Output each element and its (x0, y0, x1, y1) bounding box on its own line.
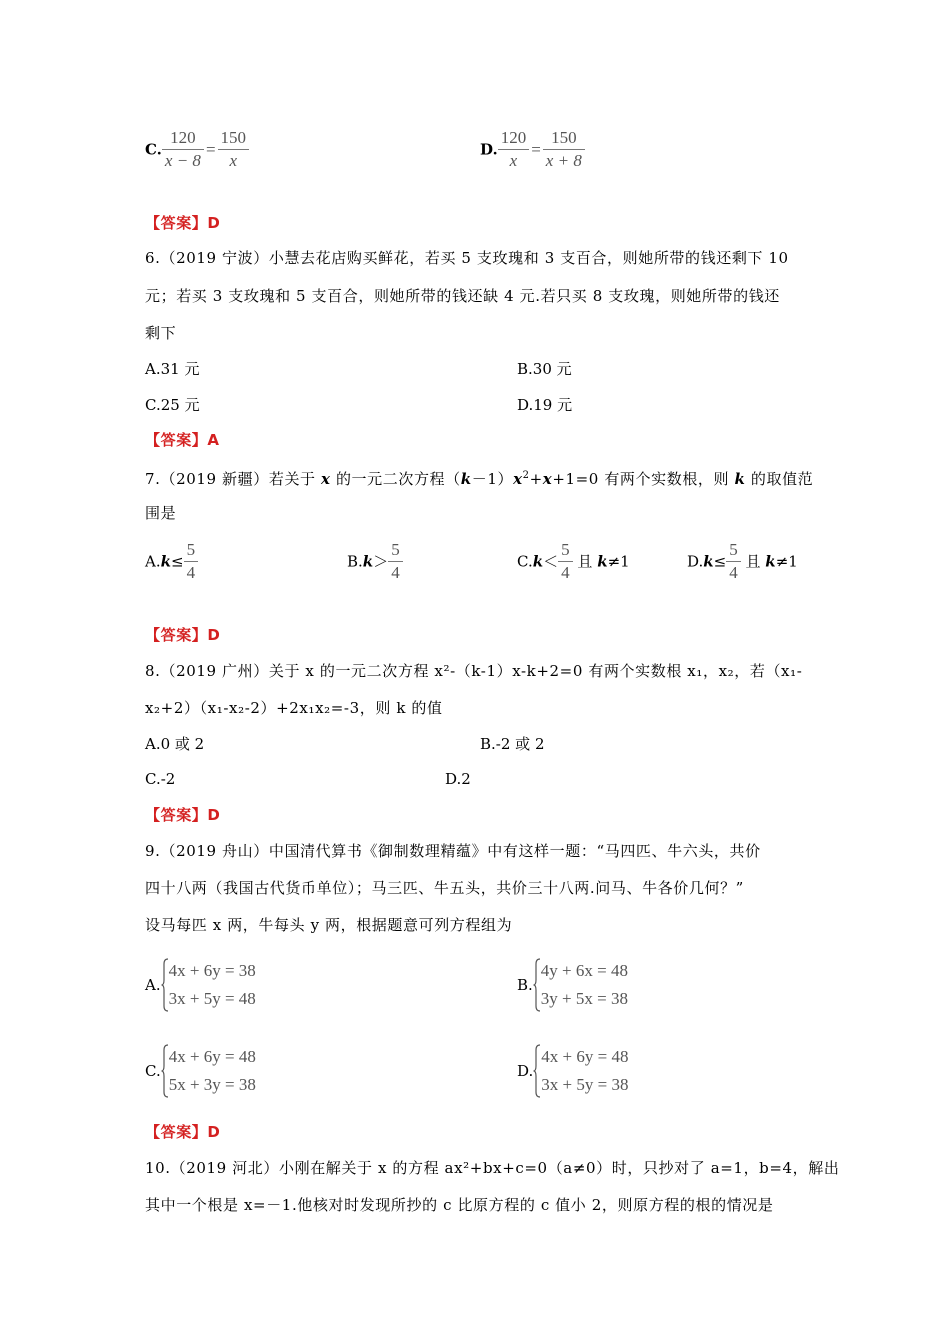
brace-icon (533, 1044, 541, 1098)
q7-text-line: 围是 (145, 504, 177, 522)
q5-answer: 【答案】D (145, 214, 221, 232)
q9-text-line: 四十八两（我国古代货币单位）；马三匹、牛五头，共价三十八两.问马、牛各价几何？” (145, 879, 744, 897)
q8-text-line: x₂+2）（x₁-x₂-2）+2x₁x₂=-3，则 k 的值 (145, 699, 443, 717)
q9-answer: 【答案】D (145, 1123, 221, 1141)
fraction: $\frac{5}{4}$ (184, 540, 199, 583)
q6-text-line: 元；若买 3 支玫瑰和 5 支百合，则她所带的钱还缺 4 元.若只买 8 支玫瑰，则她所带的钱还 (145, 287, 780, 305)
fraction: $\frac{120}{x}$ (498, 128, 530, 171)
equals-sign: = (205, 139, 216, 159)
q6-text-line: 6.（2019 宁波）小慧去花店购买鲜花，若买 5 支玫瑰和 3 支百合，则她所带的钱还剩下 10 (145, 249, 789, 267)
brace-icon (161, 958, 169, 1012)
q6-text-line: 剩下 (145, 324, 177, 342)
q10-text-line: 10.（2019 河北）小刚在解关于 x 的方程 ax²+bx+c=0（a≠0）时，只抄对了 a=1，b=4，解出 (145, 1159, 840, 1177)
q5-option-d (480, 128, 585, 171)
q7-option-c: C.k＜ $\frac{5}{4}$ 且 k≠1 (517, 540, 630, 582)
equation-system: 4x + 6y = 38 3x + 5y = 48 (168, 961, 256, 1008)
fraction: $\frac{150}{x}$ (218, 128, 250, 171)
fraction: $\frac{5}{4}$ (388, 540, 403, 583)
fraction: $\frac{120}{x - 8}$ (162, 128, 204, 171)
q10-text-line: 其中一个根是 x=－1.他核对时发现所抄的 c 比原方程的 c 值小 2，则原方程的根的情况是 (145, 1196, 774, 1214)
q8-option-b: B.-2 或 2 (480, 735, 545, 753)
q8-text-line: 8.（2019 广州）关于 x 的一元二次方程 x²-（k-1）x-k+2=0 有两个实数根 x₁，x₂，若（x₁- (145, 662, 803, 680)
equation-system: 4x + 6y = 48 3x + 5y = 38 (541, 1047, 629, 1094)
q9-option-a: A. 4x + 6y = 38 3x + 5y = 48 (145, 957, 256, 1013)
option-label: C. (145, 140, 162, 159)
q6-option-a: A.31 元 (145, 360, 200, 378)
fraction: $\frac{150}{x + 8}$ (543, 128, 585, 171)
q7-option-a: A.k≤ $\frac{5}{4}$ (145, 540, 198, 583)
equals-sign: = (531, 139, 541, 159)
q8-option-d: D.2 (445, 770, 471, 788)
q7-option-b: B.k＞ $\frac{5}{4}$ (347, 540, 403, 583)
q7-option-d: D.k≤ $\frac{5}{4}$ 且 k≠1 (687, 540, 798, 582)
equation-system: 4x + 6y = 48 5x + 3y = 38 (168, 1047, 256, 1094)
q9-option-c: C. 4x + 6y = 48 5x + 3y = 38 (145, 1043, 256, 1099)
q7-answer: 【答案】D (145, 626, 221, 644)
q9-text-line: 设马每匹 x 两，牛每头 y 两，根据题意可列方程组为 (145, 916, 513, 934)
fraction: $\frac{5}{4}$ (558, 540, 573, 583)
option-label: D. (480, 140, 498, 159)
q6-answer: 【答案】A (145, 431, 220, 449)
brace-icon (533, 958, 541, 1012)
q9-text-line: 9.（2019 舟山）中国清代算书《御制数理精蕴》中有这样一题：“马四匹、牛六头，共价 (145, 842, 761, 860)
fraction: $\frac{5}{4}$ (726, 540, 741, 583)
q8-option-c: C.-2 (145, 770, 176, 788)
q8-option-a: A.0 或 2 (145, 735, 205, 753)
q8-answer: 【答案】D (145, 806, 221, 824)
equation-system: 4y + 6x = 48 3y + 5x = 38 (540, 961, 628, 1008)
q6-option-c: C.25 元 (145, 396, 200, 414)
q9-option-b: B. 4y + 6x = 48 3y + 5x = 38 (517, 957, 628, 1013)
brace-icon (161, 1044, 169, 1098)
q5-option-c (145, 128, 249, 171)
q6-option-b: B.30 元 (517, 360, 572, 378)
q6-option-d: D.19 元 (517, 396, 573, 414)
q9-option-d: D. 4x + 6y = 48 3x + 5y = 38 (517, 1043, 628, 1099)
q7-text-line: 7.（2019 新疆）若关于 x 的一元二次方程$(k-1)x^2+x+1=0$ 有两个实数根，则 k 的取值范 (145, 470, 814, 488)
